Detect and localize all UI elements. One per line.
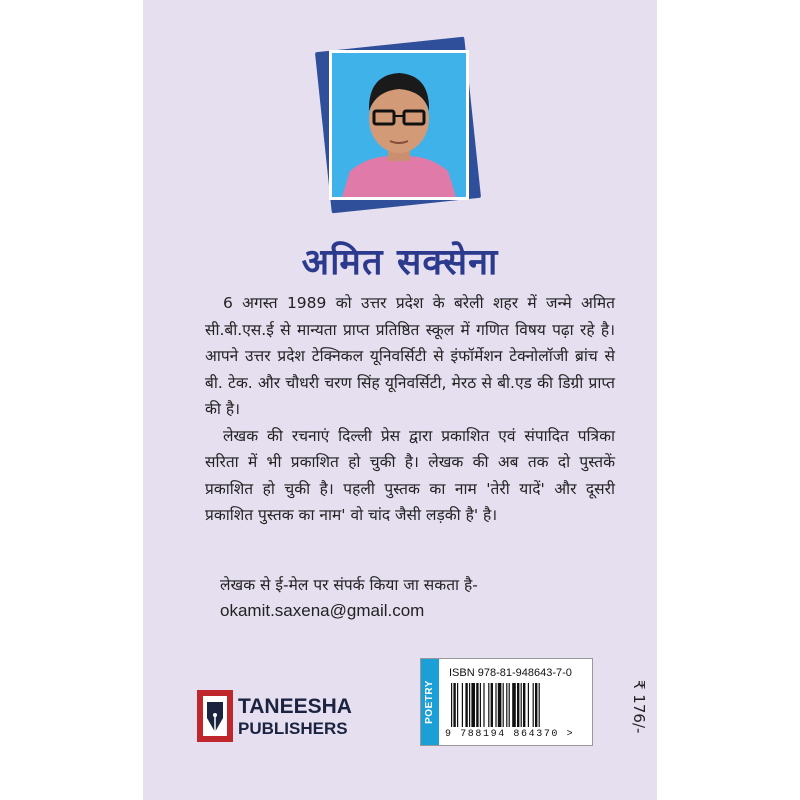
author-photo <box>329 50 469 200</box>
pen-nib-logo-icon <box>195 688 235 744</box>
barcode <box>447 683 587 729</box>
contact-line: लेखक से ई-मेल पर संपर्क किया जा सकता है- <box>220 576 478 594</box>
author-bio <box>205 290 615 529</box>
isbn-barcode-box <box>420 658 593 746</box>
price-label: ₹ 176/- <box>630 680 648 734</box>
publisher-name: TANEESHA <box>238 695 352 718</box>
genre-label: POETRY <box>424 680 435 724</box>
publisher-subtitle: PUBLISHERS <box>238 719 348 738</box>
genre-strip <box>421 659 439 745</box>
bio-paragraph: 6 अगस्त 1989 को उत्तर प्रदेश के बरेली शहर में जन्मे अमित सी.बी.एस.ई से मान्यता प्राप्त प्रतिष्ठित स्कूल में गणित विषय पढ़ा रहे है। आपने उत्तर प्रदेश टेक्निकल यूनिवर्सिटी से इंफॉर्मेशन टेक्नोलॉजी ब्रांच से बी. टेक. और चौधरी चरण सिंह यूनिवर्सिटी, मेरठ से बी.एड की डिग्री प्राप्त की है। <box>205 294 615 418</box>
contact-email: okamit.saxena@gmail.com <box>220 601 425 620</box>
isbn-number: ISBN 978-81-948643-7-0 <box>449 667 572 679</box>
contact-block <box>220 572 620 624</box>
barcode-number: 9 788194 864370 > <box>445 729 575 740</box>
bio-paragraph: लेखक की रचनाएं दिल्ली प्रेस द्वारा प्रकाशित एवं संपादित पत्रिका सरिता में भी प्रकाशित हो चुकी है। लेखक की अब तक दो पुस्तकें प्रकाशित हो चुकी है। पहली पुस्तक का नाम 'तेरी यादें' और दूसरी प्रकाशित पुस्तक का नाम' वो चांद जैसी लड़की है' है। <box>205 426 615 524</box>
author-name: अमित सक्सेना <box>301 242 499 283</box>
